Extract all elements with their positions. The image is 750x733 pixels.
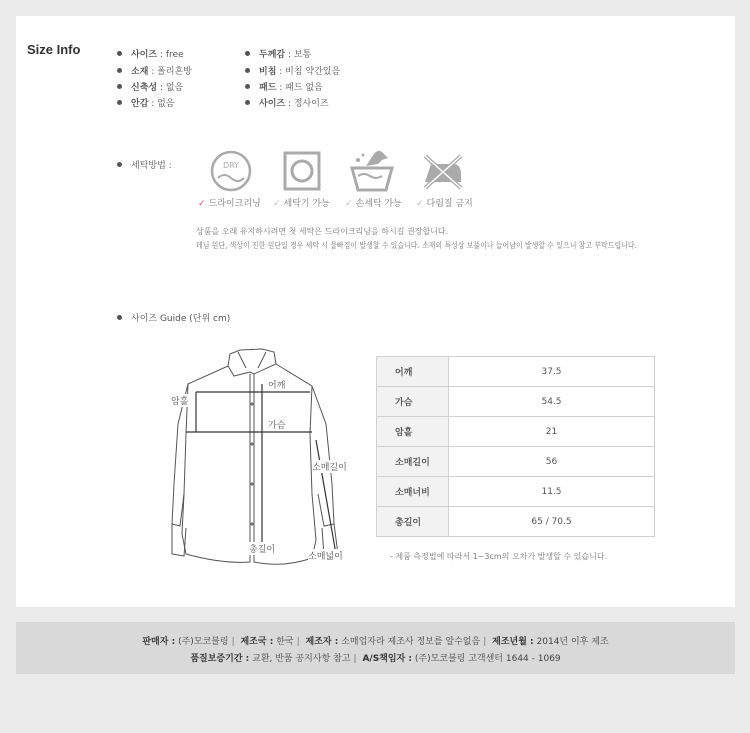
svg-text:DRY: DRY <box>222 161 240 170</box>
bullet-icon <box>245 51 250 56</box>
spec-item: 신축성 : 없음 <box>117 80 183 93</box>
diagram-label-armhole: 암홀 <box>171 394 188 407</box>
care-label-washing-machine: ✓ 세탁기 가능 <box>273 199 330 209</box>
spec-item: 사이즈 : 정사이즈 <box>245 96 329 109</box>
footer <box>16 622 735 674</box>
diagram-label-sleeve-width: 소매넓이 <box>308 549 343 562</box>
check-icon: ✓ <box>416 199 424 209</box>
bullet-icon <box>245 84 250 89</box>
size-table <box>376 356 655 537</box>
bullet-icon <box>117 100 122 105</box>
bullet-icon <box>117 162 122 167</box>
check-icon: ✓ <box>273 199 281 209</box>
spec-item: 안감 : 없음 <box>117 96 175 109</box>
diagram-label-sleeve-length: 소매길이 <box>312 460 347 473</box>
care-label-hand-wash: ✓ 손세탁 가능 <box>345 199 402 209</box>
table-row: 소매너비 11.5 <box>377 477 655 507</box>
diagram-label-total-length: 총길이 <box>249 542 275 555</box>
care-label-dry-clean: ✓ 드라이크리닝 <box>198 199 261 209</box>
spec-item: 비침 : 비침 약간있음 <box>245 64 340 77</box>
hand-wash-icon <box>348 146 396 192</box>
size-guide-heading: 사이즈 Guide (단위 cm) <box>117 311 230 324</box>
spec-item: 소재 : 폴리혼방 <box>117 64 192 77</box>
shirt-diagram <box>162 344 352 570</box>
bullet-icon <box>117 315 122 320</box>
table-row: 소매길이 56 <box>377 447 655 477</box>
dry-clean-icon <box>208 150 254 192</box>
care-note-1: 상품을 오래 유지하시려면 첫 세탁은 드라이크리닝을 하시길 권장합니다. <box>196 227 449 236</box>
table-row: 암홀 21 <box>377 417 655 447</box>
care-note-2: 데님 원단, 색상이 진한 원단일 경우 세탁 시 물빠짐이 발생할 수 있습니다. 소재의 특성상 보풀이나 늘어남이 발생할 수 있으니 참고 부탁드립니다. <box>196 241 637 250</box>
size-note: - 제품 측정법에 따라서 1~3cm의 오차가 발생할 수 있습니다. <box>390 552 608 561</box>
bullet-icon <box>117 84 122 89</box>
bullet-icon <box>117 51 122 56</box>
no-ironing-icon <box>421 152 465 192</box>
spec-item: 패드 : 패드 없음 <box>245 80 323 93</box>
bullet-icon <box>245 68 250 73</box>
bullet-icon <box>245 100 250 105</box>
diagram-label-chest: 가슴 <box>268 418 285 431</box>
spec-item: 사이즈 : free <box>117 47 184 60</box>
washing-machine-icon <box>282 150 322 192</box>
diagram-label-shoulder: 어깨 <box>268 378 285 391</box>
section-title: Size Info <box>27 42 81 57</box>
footer-line-2: 품질보증기간 : 교환, 반품 공지사항 참고 | A/S책임자 : (주)모코블링 고객센터 1644 - 1069 <box>190 654 561 664</box>
footer-line-1: 판매자 : (주)모코블링 | 제조국 : 한국 | 제조자 : 소매업자라 제조사 정보를 알수없음 | 제조년월 : 2014년 이후 제조 <box>142 637 609 647</box>
care-heading: 세탁방법 : <box>117 158 172 171</box>
table-row: 총길이 65 / 70.5 <box>377 507 655 537</box>
spec-item: 두께감 : 보통 <box>245 47 311 60</box>
check-icon: ✓ <box>345 199 353 209</box>
table-row: 가슴 54.5 <box>377 387 655 417</box>
care-label-no-ironing: ✓ 다림질 금지 <box>416 199 473 209</box>
bullet-icon <box>117 68 122 73</box>
table-row: 어깨 37.5 <box>377 357 655 387</box>
check-icon: ✓ <box>198 199 206 209</box>
size-info-card <box>16 16 735 607</box>
